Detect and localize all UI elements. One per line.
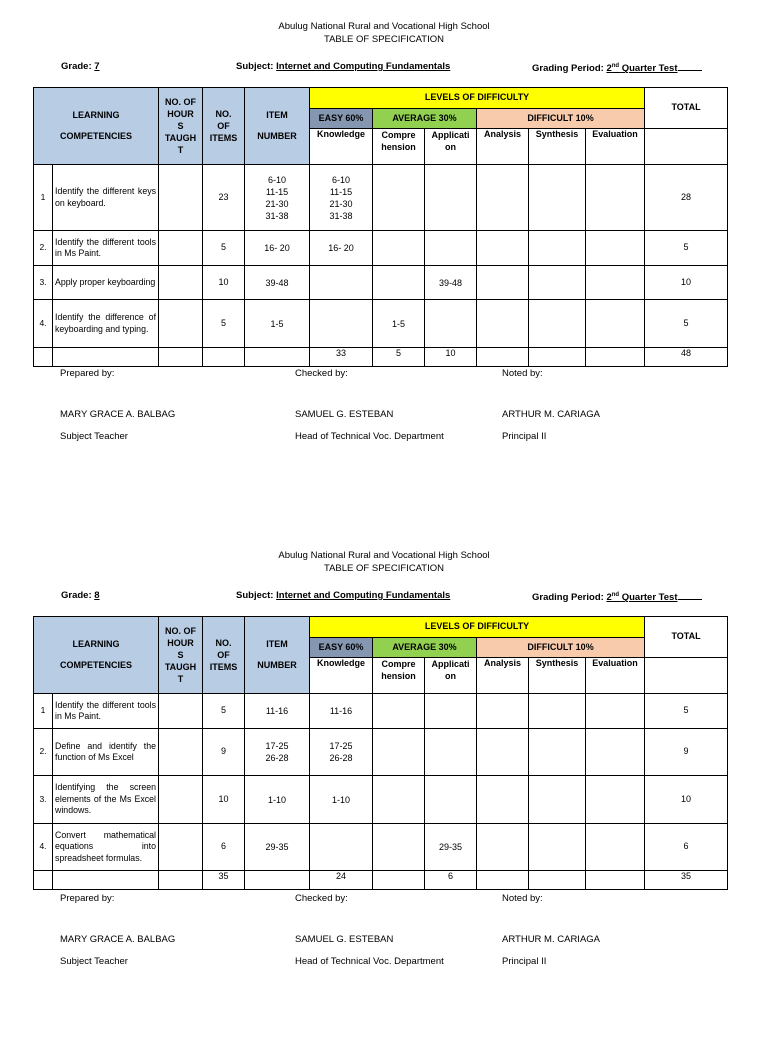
competency-cell: Convert mathematical equations into spreadsheet formulas. (53, 824, 159, 871)
knowledge-cell (310, 729, 373, 776)
header-items-line: ITEMS (209, 133, 238, 143)
synthesis-cell (529, 300, 586, 348)
totals-blank (53, 348, 159, 367)
competency-cell: Identifying the screen elements of the Ms Excel windows. (53, 776, 159, 824)
item-number-line: 21-30 (265, 198, 289, 209)
knowledge-line: 31-38 (329, 210, 353, 221)
row-number: 1 (34, 165, 53, 231)
subject-label: Subject: (236, 61, 274, 72)
header-synthesis: Synthesis (529, 658, 586, 694)
row-number: 2. (34, 231, 53, 266)
synthesis-cell (529, 694, 586, 729)
table-row (34, 776, 728, 824)
grading-period-text: Quarter Test (621, 592, 678, 603)
application-line: 39-48 (439, 277, 463, 288)
analysis-cell (477, 776, 529, 824)
header-text: LEARNING (72, 639, 120, 649)
header-total-blank (645, 658, 728, 694)
checked-by-label: Checked by: (295, 368, 348, 379)
total-cell: 5 (645, 300, 728, 348)
header-text: NUMBER (257, 130, 297, 141)
knowledge-line: 17-25 (329, 741, 353, 751)
header-levels-of-difficulty: LEVELS OF DIFFICULTY (310, 617, 645, 638)
item-number-line: 1-5 (270, 318, 284, 329)
item-number-cell (245, 231, 310, 266)
prepared-by-label: Prepared by: (60, 893, 115, 904)
grading-period-text: Quarter Test (621, 63, 678, 74)
totals-total: 35 (645, 871, 728, 890)
total-cell: 5 (645, 694, 728, 729)
tos-sheet (0, 0, 768, 512)
header-items-line: OF (217, 650, 230, 660)
application-cell (425, 300, 477, 348)
header-average: AVERAGE 30% (373, 109, 477, 129)
header-application-line: on (445, 671, 457, 681)
checked-by-label: Checked by: (295, 893, 348, 904)
header-total-blank (645, 129, 728, 165)
document-title: TABLE OF SPECIFICATION (324, 563, 444, 574)
total-cell: 5 (645, 231, 728, 266)
header-hours-line: S (177, 121, 184, 131)
row-number: 3. (34, 266, 53, 300)
comprehension-cell (373, 824, 425, 871)
totals-comprehension (373, 871, 425, 890)
row-number: 2. (34, 729, 53, 776)
header-application (425, 129, 477, 165)
grading-period-suffix: nd (611, 591, 620, 598)
application-cell (425, 824, 477, 871)
totals-row (34, 348, 728, 367)
items-cell: 10 (203, 266, 245, 300)
comprehension-cell (373, 694, 425, 729)
item-number-line: 11-15 (265, 186, 289, 197)
header-items-line: NO. (215, 109, 232, 119)
knowledge-line: 21-30 (329, 198, 353, 209)
prepared-by-role: Subject Teacher (60, 431, 128, 442)
header-text: ITEM (266, 110, 288, 120)
prepared-by-name: MARY GRACE A. BALBAG (60, 409, 176, 420)
table-row (34, 694, 728, 729)
totals-blank (159, 871, 203, 890)
evaluation-cell (586, 231, 645, 266)
specification-table (33, 616, 728, 890)
knowledge-cell (310, 824, 373, 871)
grading-period-field (532, 590, 702, 603)
header-evaluation: Evaluation (586, 129, 645, 165)
subject-label: Subject: (236, 590, 274, 601)
header-items-line: NO. (215, 638, 232, 648)
hours-cell (159, 776, 203, 824)
knowledge-cell (310, 776, 373, 824)
competency-cell: Identify the different tools in Ms Paint. (53, 231, 159, 266)
header-easy: EASY 60% (310, 109, 373, 129)
totals-blank (34, 348, 53, 367)
header-comprehension (373, 129, 425, 165)
knowledge-cell (310, 694, 373, 729)
checked-by-name: SAMUEL G. ESTEBAN (295, 409, 394, 420)
analysis-cell (477, 300, 529, 348)
header-application-line: on (445, 142, 457, 152)
header-item-number (245, 617, 310, 694)
header-text: NUMBER (257, 659, 297, 670)
comprehension-cell (373, 776, 425, 824)
grading-period-field (532, 61, 702, 74)
header-hours-line: T (177, 145, 184, 155)
header-comprehension (373, 658, 425, 694)
header-analysis: Analysis (477, 658, 529, 694)
grading-period-label: Grading Period: (532, 592, 604, 603)
analysis-cell (477, 729, 529, 776)
knowledge-line: 6-10 (332, 174, 351, 185)
application-cell (425, 165, 477, 231)
item-number-line: 11-16 (265, 706, 289, 716)
row-number: 4. (34, 300, 53, 348)
specification-table (33, 87, 728, 367)
totals-blank (34, 871, 53, 890)
header-knowledge: Knowledge (310, 129, 373, 165)
grade-label: Grade: (61, 590, 92, 601)
item-number-cell (245, 694, 310, 729)
prepared-by-role: Subject Teacher (60, 956, 128, 967)
totals-blank (586, 871, 645, 890)
header-number-of-items (203, 617, 245, 694)
header-hours-line: NO. OF (165, 97, 197, 107)
header-learning-competencies (34, 88, 159, 165)
hours-cell (159, 729, 203, 776)
synthesis-cell (529, 165, 586, 231)
table-row (34, 729, 728, 776)
knowledge-line: 26-28 (329, 753, 353, 763)
competency-cell: Apply proper keyboarding (53, 266, 159, 300)
totals-items: 35 (203, 871, 245, 890)
items-cell: 23 (203, 165, 245, 231)
totals-blank (586, 348, 645, 367)
header-total: TOTAL (645, 617, 728, 658)
evaluation-cell (586, 824, 645, 871)
document-title: TABLE OF SPECIFICATION (324, 34, 444, 45)
knowledge-cell (310, 231, 373, 266)
period-underline (678, 61, 702, 71)
total-cell: 28 (645, 165, 728, 231)
header-text: COMPETENCIES (60, 130, 133, 141)
evaluation-cell (586, 165, 645, 231)
totals-row (34, 871, 728, 890)
evaluation-cell (586, 729, 645, 776)
evaluation-cell (586, 694, 645, 729)
header-number-of-items (203, 88, 245, 165)
header-hours-line: TAUGH (164, 133, 197, 143)
totals-blank (529, 348, 586, 367)
noted-by-role: Principal II (502, 956, 547, 967)
hours-cell (159, 694, 203, 729)
totals-items (203, 348, 245, 367)
analysis-cell (477, 165, 529, 231)
competency-cell: Define and identify the function of Ms Excel (53, 729, 159, 776)
item-number-line: 6-10 (268, 174, 287, 185)
table-row (34, 300, 728, 348)
comprehension-cell (373, 231, 425, 266)
items-cell: 10 (203, 776, 245, 824)
item-number-cell (245, 776, 310, 824)
analysis-cell (477, 824, 529, 871)
analysis-cell (477, 266, 529, 300)
knowledge-cell (310, 300, 373, 348)
subject-field (236, 590, 450, 601)
evaluation-cell (586, 300, 645, 348)
application-line: 29-35 (439, 842, 463, 852)
items-cell: 6 (203, 824, 245, 871)
header-learning-competencies (34, 617, 159, 694)
header-synthesis: Synthesis (529, 129, 586, 165)
header-application (425, 658, 477, 694)
header-analysis: Analysis (477, 129, 529, 165)
application-cell (425, 729, 477, 776)
noted-by-name: ARTHUR M. CARIAGA (502, 409, 601, 420)
items-cell: 5 (203, 300, 245, 348)
grading-period-suffix: nd (611, 62, 620, 69)
header-comprehension-line: hension (381, 671, 416, 681)
header-comprehension-line: Compre (381, 130, 416, 140)
item-number-cell (245, 165, 310, 231)
synthesis-cell (529, 824, 586, 871)
knowledge-line: 16- 20 (328, 243, 354, 253)
totals-application: 10 (425, 348, 477, 367)
total-cell: 10 (645, 776, 728, 824)
totals-blank (245, 871, 310, 890)
grading-period-number: 2 (606, 592, 612, 603)
totals-knowledge: 24 (310, 871, 373, 890)
grade-field (61, 61, 100, 72)
hours-cell (159, 824, 203, 871)
totals-blank (53, 871, 159, 890)
item-number-line: 26-28 (265, 753, 289, 763)
prepared-by-name: MARY GRACE A. BALBAG (60, 934, 176, 945)
header-text: COMPETENCIES (60, 659, 133, 670)
header-comprehension-line: Compre (381, 659, 416, 669)
total-cell: 6 (645, 824, 728, 871)
header-hours-taught (159, 617, 203, 694)
header-levels-of-difficulty: LEVELS OF DIFFICULTY (310, 88, 645, 109)
header-total: TOTAL (645, 88, 728, 129)
grade-field (61, 590, 100, 601)
items-cell: 5 (203, 694, 245, 729)
header-easy: EASY 60% (310, 638, 373, 658)
knowledge-line: 11-16 (329, 706, 353, 716)
item-number-cell (245, 266, 310, 300)
totals-blank (477, 348, 529, 367)
header-difficult: DIFFICULT 10% (477, 109, 645, 129)
header-average: AVERAGE 30% (373, 638, 477, 658)
noted-by-role: Principal II (502, 431, 547, 442)
checked-by-role: Head of Technical Voc. Department (295, 956, 444, 967)
total-cell: 10 (645, 266, 728, 300)
header-hours-line: T (177, 674, 184, 684)
item-number-line: 1-10 (268, 794, 287, 805)
application-cell (425, 231, 477, 266)
item-number-line: 16- 20 (264, 243, 290, 253)
header-knowledge: Knowledge (310, 658, 373, 694)
item-number-line: 39-48 (265, 277, 289, 288)
comprehension-line: 1-5 (392, 318, 406, 329)
comprehension-cell (373, 300, 425, 348)
noted-by-name: ARTHUR M. CARIAGA (502, 934, 601, 945)
row-number: 1 (34, 694, 53, 729)
item-number-line: 29-35 (265, 842, 289, 852)
item-number-cell (245, 300, 310, 348)
item-number-line: 17-25 (265, 741, 289, 751)
knowledge-line: 1-10 (332, 794, 351, 805)
competency-cell: Identify the difference of keyboarding and typing. (53, 300, 159, 348)
items-cell: 5 (203, 231, 245, 266)
totals-blank (477, 871, 529, 890)
hours-cell (159, 266, 203, 300)
comprehension-cell (373, 165, 425, 231)
header-text: ITEM (266, 639, 288, 649)
header-items-line: ITEMS (209, 662, 238, 672)
competency-cell: Identify the different tools in Ms Paint. (53, 694, 159, 729)
grade-value: 8 (94, 590, 100, 601)
subject-value: Internet and Computing Fundamentals (276, 61, 451, 72)
table-row (34, 266, 728, 300)
analysis-cell (477, 231, 529, 266)
totals-total: 48 (645, 348, 728, 367)
grading-period-label: Grading Period: (532, 63, 604, 74)
hours-cell (159, 300, 203, 348)
grading-period-number: 2 (606, 63, 612, 74)
evaluation-cell (586, 266, 645, 300)
header-hours-line: S (177, 650, 184, 660)
header-hours-line: HOUR (167, 638, 194, 648)
table-row (34, 165, 728, 231)
item-number-cell (245, 824, 310, 871)
grade-label: Grade: (61, 61, 92, 72)
item-number-cell (245, 729, 310, 776)
period-underline (678, 590, 702, 600)
header-hours-line: TAUGH (164, 662, 197, 672)
header-application-line: Applicati (431, 130, 470, 140)
knowledge-line: 11-15 (329, 186, 353, 197)
subject-value: Internet and Computing Fundamentals (276, 590, 451, 601)
comprehension-cell (373, 729, 425, 776)
header-text: LEARNING (72, 110, 120, 120)
noted-by-label: Noted by: (502, 893, 543, 904)
totals-comprehension: 5 (373, 348, 425, 367)
header-hours-taught (159, 88, 203, 165)
items-cell: 9 (203, 729, 245, 776)
totals-blank (529, 871, 586, 890)
synthesis-cell (529, 729, 586, 776)
grade-value: 7 (94, 61, 100, 72)
prepared-by-label: Prepared by: (60, 368, 115, 379)
totals-blank (245, 348, 310, 367)
totals-knowledge: 33 (310, 348, 373, 367)
noted-by-label: Noted by: (502, 368, 543, 379)
school-name: Abulug National Rural and Vocational High School (278, 550, 490, 561)
totals-application: 6 (425, 871, 477, 890)
synthesis-cell (529, 776, 586, 824)
knowledge-cell (310, 165, 373, 231)
hours-cell (159, 231, 203, 266)
header-hours-line: HOUR (167, 109, 194, 119)
item-number-line: 31-38 (265, 210, 289, 221)
checked-by-name: SAMUEL G. ESTEBAN (295, 934, 394, 945)
header-items-line: OF (217, 121, 230, 131)
totals-blank (159, 348, 203, 367)
header-comprehension-line: hension (381, 142, 416, 152)
header-application-line: Applicati (431, 659, 470, 669)
tos-sheet (0, 529, 768, 1041)
row-number: 4. (34, 824, 53, 871)
header-hours-line: NO. OF (165, 626, 197, 636)
comprehension-cell (373, 266, 425, 300)
table-row (34, 824, 728, 871)
application-cell (425, 776, 477, 824)
hours-cell (159, 165, 203, 231)
knowledge-cell (310, 266, 373, 300)
analysis-cell (477, 694, 529, 729)
competency-cell: Identify the different keys on keyboard. (53, 165, 159, 231)
header-item-number (245, 88, 310, 165)
header-evaluation: Evaluation (586, 658, 645, 694)
evaluation-cell (586, 776, 645, 824)
synthesis-cell (529, 266, 586, 300)
row-number: 3. (34, 776, 53, 824)
subject-field (236, 61, 450, 72)
header-difficult: DIFFICULT 10% (477, 638, 645, 658)
table-row (34, 231, 728, 266)
total-cell: 9 (645, 729, 728, 776)
synthesis-cell (529, 231, 586, 266)
school-name: Abulug National Rural and Vocational High School (278, 21, 490, 32)
checked-by-role: Head of Technical Voc. Department (295, 431, 444, 442)
application-cell (425, 694, 477, 729)
application-cell (425, 266, 477, 300)
